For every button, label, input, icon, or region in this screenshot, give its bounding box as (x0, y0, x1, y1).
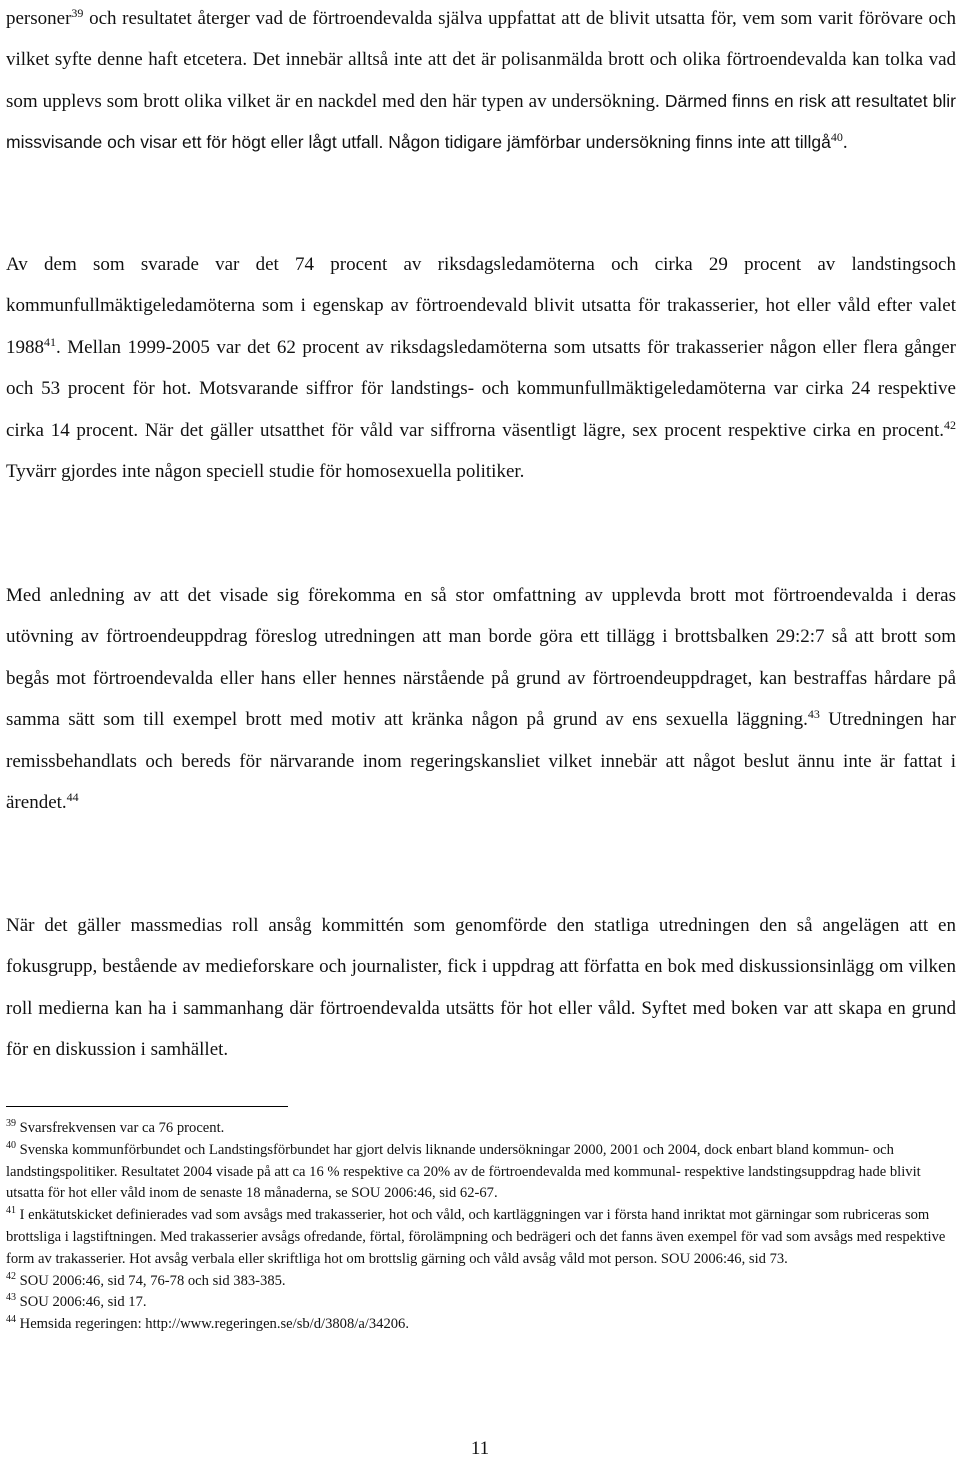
paragraph-1 (6, 0, 956, 164)
footnote-ref-43[interactable]: 43 (807, 707, 820, 722)
footnote-number: 39 (6, 1118, 16, 1129)
paragraph-3-text-b: Utredningen har remissbehandlats och bereds för närvarande inom regeringskansliet vilket innebär att något beslut ännu inte är fattat i ärendet. (6, 709, 956, 814)
footnote-text: SOU 2006:46, sid 74, 76-78 och sid 383-385. (16, 1272, 286, 1289)
footnote-number: 42 (6, 1270, 16, 1282)
footnote-ref-41[interactable]: 41 (44, 334, 56, 349)
footnote-40 (6, 1140, 951, 1205)
footnote-41 (6, 1205, 951, 1270)
footnote-ref-39[interactable]: 39 (71, 6, 84, 20)
footnote-text: I enkätutskicket definierades vad som avsågs med trakasserier, hot och våld, och kartläggningen var i första hand inriktat mot gärningar som rubriceras som brottsliga i lagstiftningen. Med trakasserier avsågs ofredande, förtal, förolämpning och bedrägeri och det fanns även exempel för vad som avsågs med respektive form av trakasserier. Hot avsåg verbala eller skriftliga hot om brottslig gärning och våld avsåg våld mot person. SOU 2006:46, sid 73. (6, 1207, 946, 1267)
paragraph-2-text-b: . Mellan 1999-2005 var det 62 procent av riksdagsledamöterna som utsatts för trakasserier någon eller flera gånger och 53 procent för hot. Motsvarande siffror för landstings- och kommunfullmäktigeledamöterna var cirka 24 respektive cirka 14 procent. När det gäller utsatthet för våld var siffrorna väsentligt lägre, sex procent respektive cirka en procent. (6, 336, 956, 441)
footnote-number: 40 (6, 1139, 16, 1151)
paragraph-1-text-a: personer (6, 8, 72, 29)
footnote-44 (6, 1314, 951, 1336)
paragraph-3 (6, 575, 956, 823)
footnote-text: Svenska kommunförbundet och Landstingsförbundet har gjort delvis liknande undersökningar 2000, 2001 och 2004, dock enbart bland kommun- och landstingspolitiker. Resultatet 2004 visade på att ca 16 % respektive ca 20% av de förtroendevalda med kommunal- respektive landstingsuppdrag hade blivit utsatta för hot eller våld inom de senaste 18 månaderna, se SOU 2006:46, sid 62-67. (6, 1141, 921, 1202)
paragraph-1-text-c: Därmed finns en risk att resultatet blir missvisande och visar ett för högt eller lågt utfall. Någon tidigare jämförbar undersökning finns inte att tillgå (6, 90, 956, 153)
footnote-ref-44[interactable]: 44 (66, 790, 79, 805)
footnote-text: Svarsfrekvensen var ca 76 procent. (16, 1120, 225, 1136)
footnote-number: 43 (6, 1292, 16, 1304)
footnote-ref-42[interactable]: 42 (944, 417, 956, 432)
paragraph-4 (6, 905, 956, 1071)
footnote-separator (6, 1106, 288, 1107)
footnote-number: 44 (6, 1314, 16, 1326)
paragraph-2-text-a: Av dem som svarade var det 74 procent av riksdagsledamöterna och cirka 29 procent av landstingsoch kommunfullmäktigeledamöterna som i egenskap av förtroendevald blivit utsatta för trakasserier, hot eller våld efter valet 1988 (6, 254, 956, 358)
paragraph-2 (6, 244, 956, 492)
paragraph-1-text-b: och resultatet återger vad de förtroendevalda själva uppfattat att de blivit utsatta för, vem som varit förövare och vilket syfte denne haft etcetera. Det innebär alltså inte att det är polisanmälda brott och olika förtroendevalda kan tolka vad som upplevs som brott olika vilket är en nackdel med den här typen av undersökning. (6, 8, 956, 112)
footnote-42 (6, 1271, 951, 1293)
footnote-number: 41 (6, 1205, 16, 1217)
paragraph-3-text-a: Med anledning av att det visade sig förekomma en så stor omfattning av upplevda brott mot förtroendevalda i deras utövning av förtroendeuppdrag föreslog utredningen att man borde göra ett tillägg i brottsbalken 29:2:7 så att brott som begås mot förtroendevalda eller hans eller hennes närstående på grund av förtroendeuppdraget, kan bestraffas hårdare på samma sätt som till exempel brott med motiv att kränka någon på grund av ens sexuella läggning. (6, 585, 956, 731)
footnote-39 (6, 1118, 951, 1140)
paragraph-4-text: När det gäller massmedias roll ansåg kommittén som genomförde den statliga utredningen den så angelägen att en fokusgrupp, bestående av medieforskare och journalister, fick i uppdrag att författa en bok med diskussionsinlägg om vilken roll medierna kan ha i sammanhang där förtroendevalda utsätts för hot eller våld. Syftet med boken var att skapa en grund för en diskussion i samhället. (6, 915, 956, 1061)
footnote-text: Hemsida regeringen: http://www.regeringen.se/sb/d/3808/a/34206. (16, 1316, 409, 1333)
paragraph-2-text-c: Tyvärr gjordes inte någon speciell studie för homosexuella politiker. (6, 461, 525, 483)
paragraph-1-text-d: . (842, 132, 848, 154)
page-number: 11 (470, 1438, 490, 1459)
footnote-ref-40[interactable]: 40 (830, 130, 843, 145)
footnotes (6, 1118, 951, 1336)
footnote-text: SOU 2006:46, sid 17. (16, 1294, 147, 1311)
footnote-43 (6, 1292, 951, 1314)
